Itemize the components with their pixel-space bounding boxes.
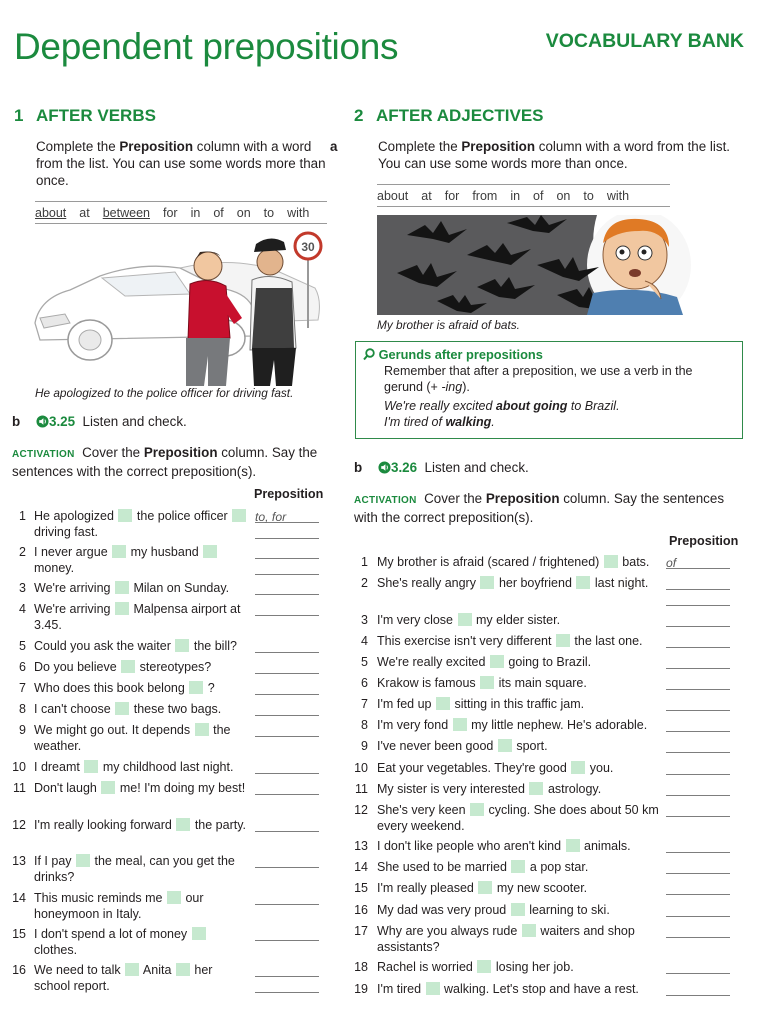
preposition-answer[interactable] [666,576,730,590]
sentence-number: 15 [12,927,26,941]
sentence-part: This music reminds me [34,891,163,905]
section-1-activation: ACTIVATION Cover the Preposition column. Say the sentences with the correct preposition(s). [12,445,318,479]
sentence-number: 16 [354,903,368,917]
sentence-part: If I pay [34,854,72,868]
sentence-number: 7 [19,681,26,695]
sentence-number: 6 [19,660,26,674]
sentence-row [354,981,730,1015]
sentence-row [12,926,319,960]
sentence-number: 17 [354,924,368,938]
answer-gap[interactable] [511,860,525,873]
sentence-part: me! I'm doing my best! [119,781,246,795]
word: with [606,188,630,203]
section-2-instruction-b: b 3.26 Listen and check. [354,460,529,475]
answer-gap[interactable] [101,781,115,794]
sentence-number: 11 [355,782,368,796]
sentence-part: money. [34,561,75,575]
sentence-part: animals. [584,839,631,853]
word: of [533,188,544,203]
sentence-row [12,780,319,814]
sentence-text [34,759,248,775]
sentence-row [12,890,319,924]
sentence-part: I'm very fond [377,718,449,732]
sentence-number: 3 [361,613,368,627]
preposition-answer[interactable] [255,891,319,905]
sentence-part: He apologized [34,509,114,523]
sentence-number: 18 [354,960,368,974]
preposition-answer[interactable] [666,839,730,853]
sentence-part: Why are you always rude [377,924,518,938]
sentence-text [34,638,248,654]
answer-gap[interactable] [167,891,181,904]
sentence-number: 5 [361,655,368,669]
preposition-answer[interactable] [666,676,730,690]
sentence-text [377,554,667,570]
sentence-part: Who does this book belong [34,681,185,695]
preposition-answer[interactable] [666,634,730,648]
sentence-text [377,859,667,875]
sentence-part: the weather. [34,723,231,753]
preposition-answer[interactable] [666,903,730,917]
sentence-part: I never argue [34,545,108,559]
answer-gap[interactable] [176,963,190,976]
preposition-answer[interactable] [666,881,730,895]
word: to [583,188,594,203]
answer-gap[interactable] [175,639,189,652]
sentence-number: 8 [19,702,26,716]
word: from [472,188,498,203]
sentence-text [34,926,248,958]
sentence-text [377,675,667,691]
sentence-part: you. [589,761,614,775]
section-1-heading [14,106,156,126]
sentence-number: 2 [361,576,368,590]
sentence-text [377,781,667,797]
preposition-answer[interactable] [666,782,730,796]
sentence-part: my husband [130,545,199,559]
sentence-number: 9 [19,723,26,737]
sentence-number: 6 [361,676,368,690]
answer-gap[interactable] [529,782,543,795]
answer-gap[interactable] [436,697,450,710]
sentence-part: my new scooter. [496,881,588,895]
sentence-part: my childhood last night. [102,760,234,774]
sentence-part: She's really angry [377,576,476,590]
sentence-row [12,853,319,887]
gerunds-tip-box [355,341,743,439]
sentence-part: Krakow is famous [377,676,476,690]
sentence-part: I dreamt [34,760,80,774]
sentence-number: 19 [354,982,368,996]
sentence-part: last night. [594,576,649,590]
sentence-number: 14 [12,891,26,905]
sentence-number: 8 [361,718,368,732]
sentence-part: Eat your vegetables. They're good [377,761,567,775]
answer-gap[interactable] [121,660,135,673]
answer-gap[interactable] [115,581,129,594]
word: about [377,188,409,203]
answer-gap[interactable] [470,803,484,816]
answer-gap[interactable] [189,681,203,694]
sentence-part: My sister is very interested [377,782,525,796]
sentence-part: sitting in this traffic jam. [454,697,585,711]
sentence-row [12,817,319,851]
police-illustration [30,228,330,386]
word: with [287,205,310,220]
sentence-number: 10 [354,761,368,775]
answer-gap[interactable] [115,602,129,615]
sentence-part: its main square. [498,676,587,690]
word: in [190,205,201,220]
section-2-heading [354,106,544,126]
sentence-part: clothes. [34,943,78,957]
answer-gap[interactable] [490,655,504,668]
sentence-part: Rachel is worried [377,960,473,974]
sentence-part: My dad was very proud [377,903,507,917]
preposition-answer[interactable]: of [666,555,730,569]
answer-gap[interactable] [176,818,190,831]
preposition-answer[interactable] [255,760,319,774]
sentence-number: 1 [19,509,26,523]
sentence-number: 12 [354,803,368,817]
sentence-part: We might go out. It depends [34,723,191,737]
word: on [236,205,251,220]
sentence-part: She's very keen [377,803,466,817]
sentence-number: 9 [361,739,368,753]
sentence-part: I'm tired [377,982,422,996]
sentence-part: I'm fed up [377,697,432,711]
sentence-text [34,780,248,796]
word: to [263,205,275,220]
preposition-answer[interactable] [666,697,730,711]
preposition-answer[interactable] [666,960,730,974]
preposition-answer[interactable] [255,660,319,674]
sentence-part: I can't choose [34,702,111,716]
section-1-number: 1 [14,106,24,125]
sentence-part: learning to ski. [529,903,610,917]
gerunds-tip-example-1: We're really excited about going to Brazil. [384,399,620,413]
sentence-text [377,880,667,896]
sentence-part: the party. [194,818,247,832]
page-title: Dependent prepositions [14,26,399,67]
sentence-text [377,717,667,733]
sentence-text [34,601,248,633]
sentence-text [377,959,667,975]
sentence-part: I don't like people who aren't kind [377,839,562,853]
sentence-number: 2 [19,545,26,559]
answer-gap[interactable] [571,761,585,774]
answer-gap[interactable] [112,545,126,558]
sentence-part: my elder sister. [475,613,561,627]
sentence-row [354,575,730,609]
sentence-text [34,544,248,576]
sentence-part: We're really excited [377,655,486,669]
preposition-answer[interactable] [255,854,319,868]
sentence-text [34,701,248,717]
sentence-part: My brother is afraid (scared / frightened) [377,555,600,569]
sentence-part: Milan on Sunday. [133,581,230,595]
sentence-number: 1 [361,555,368,569]
answer-gap[interactable] [522,924,536,937]
sentence-number: 11 [13,781,26,795]
audio-track-number: 3.25 [49,414,76,429]
sentence-number: 13 [12,854,26,868]
preposition-answer[interactable] [255,781,319,795]
bats-illustration [377,215,743,315]
preposition-answer[interactable] [255,818,319,832]
sentence-part: losing her job. [495,960,574,974]
preposition-answer[interactable] [255,723,319,737]
word: on [556,188,571,203]
preposition-answer[interactable] [666,924,730,938]
sentence-part: I'm really pleased [377,881,474,895]
sentence-part: I'm really looking forward [34,818,172,832]
answer-gap[interactable] [480,576,494,589]
sentence-text [34,659,248,675]
section-1-wordlist [35,201,327,224]
sentence-part: sport. [516,739,548,753]
section-1-instruction-a: Complete the Preposition column with a word from the list. You can use some words more than once. [12,138,332,189]
sentence-text [377,654,667,670]
sentence-number: 5 [19,639,26,653]
section-1-title: AFTER VERBS [36,106,156,125]
sentence-part: my little nephew. He's adorable. [471,718,648,732]
section-2-caption: My brother is afraid of bats. [377,318,520,332]
section-1-caption: He apologized to the police officer for driving fast. [35,386,294,400]
answer-gap[interactable] [76,854,90,867]
sentence-part: ? [207,681,215,695]
answer-gap[interactable] [477,960,491,973]
sentence-text [34,508,248,540]
sentence-part: astrology. [547,782,602,796]
preposition-answer[interactable] [666,860,730,874]
preposition-answer[interactable] [255,702,319,716]
preposition-answer[interactable] [666,613,730,627]
preposition-answer[interactable] [666,803,730,817]
vocabulary-bank-label: VOCABULARY BANK [545,30,744,52]
preposition-answer[interactable] [255,681,319,695]
sentence-part: Do you believe [34,660,117,674]
sentence-part: stereotypes? [139,660,212,674]
gerunds-tip-example-2: I'm tired of walking. [384,415,495,429]
sentence-part: the police officer [136,509,228,523]
speed-sign-text: 30 [301,240,315,254]
preposition-answer[interactable] [666,655,730,669]
sentence-text [377,612,667,628]
sentence-part: walking. Let's stop and have a rest. [444,982,639,996]
sentence-text [377,738,667,754]
word: in [510,188,521,203]
section-1-instruction-b: b 3.25 Listen and check. [12,414,187,429]
sentence-part: the bill? [193,639,237,653]
sentence-text [377,981,667,997]
gerunds-tip-body: Remember that after a preposition, we use a verb in the gerund (+ -ing). [384,364,693,394]
preposition-answer-second[interactable] [666,592,730,606]
sentence-text [377,923,667,955]
preposition-answer[interactable] [255,639,319,653]
sentence-part: I've never been good [377,739,494,753]
sentence-text [377,802,667,834]
sentence-text [34,580,248,596]
activation-label: ACTIVATION [12,449,75,460]
sentence-number: 15 [354,881,368,895]
sentence-text [34,890,248,922]
section-2-title: AFTER ADJECTIVES [376,106,544,125]
magnifier-icon [363,348,375,361]
answer-gap[interactable] [232,509,246,522]
preposition-answer[interactable] [666,982,730,996]
sentence-part: her school report. [34,963,213,993]
sentence-part: We need to talk [34,963,121,977]
sentence-part: the last one. [574,634,643,648]
sentence-number: 10 [12,760,26,774]
sentence-text [377,575,667,591]
sentence-row [12,962,319,996]
sentence-row [354,802,730,836]
preposition-answer[interactable] [255,963,319,977]
sentence-part: Don't laugh [34,781,97,795]
answer-gap[interactable] [426,982,440,995]
sentence-row [12,601,319,635]
answer-gap[interactable] [84,760,98,773]
answer-gap[interactable] [556,634,570,647]
sentence-text [377,838,667,854]
sentence-text [377,633,667,649]
sentence-number: 4 [19,602,26,616]
sentence-text [34,853,248,885]
answer-gap[interactable] [478,881,492,894]
sentence-row [354,923,730,957]
section-2-wordlist [377,184,670,207]
answer-gap[interactable] [125,963,139,976]
answer-gap[interactable] [203,545,217,558]
sentence-part: Malpensa airport at 3.45. [34,602,241,632]
sentence-number: 16 [12,963,26,977]
sentence-number: 3 [19,581,26,595]
word: between [102,205,150,220]
section-2-activation: ACTIVATION Cover the Preposition column. Say the sentences with the correct preposition(s). [354,491,725,525]
preposition-answer[interactable] [666,761,730,775]
section-2-preposition-header: Preposition [669,534,739,548]
sentence-text [34,680,248,696]
section-1-preposition-header: Preposition [254,487,324,501]
answer-gap[interactable] [576,576,590,589]
word: of [213,205,224,220]
answer-gap[interactable] [115,702,129,715]
sentence-part: her boyfriend [498,576,572,590]
sentence-text [34,817,248,833]
preposition-answer-second[interactable] [255,979,319,993]
answer-gap[interactable] [195,723,209,736]
answer-gap[interactable] [566,839,580,852]
sentence-row [12,544,319,578]
preposition-answer-second[interactable] [255,525,319,539]
preposition-answer[interactable] [255,602,319,616]
sentence-part: We're arriving [34,602,111,616]
preposition-answer[interactable] [255,545,319,559]
preposition-answer[interactable] [666,718,730,732]
sentence-number: 7 [361,697,368,711]
item-label-a [12,138,36,155]
preposition-answer[interactable] [666,739,730,753]
word: at [79,205,90,220]
answer-gap[interactable] [511,903,525,916]
sentence-number: 4 [361,634,368,648]
answer-gap[interactable] [458,613,472,626]
preposition-answer[interactable]: to, for [255,509,319,523]
sentence-part: bats. [622,555,650,569]
audio-icon[interactable] [36,413,49,430]
audio-icon[interactable] [378,459,391,476]
sentence-part: Could you ask the waiter [34,639,171,653]
sentence-number: 14 [354,860,368,874]
sentence-part: This exercise isn't very different [377,634,552,648]
sentence-part: I'm very close [377,613,454,627]
word: for [162,205,178,220]
sentence-part: waiters and shop assistants? [377,924,635,954]
sentence-part: cycling. She does about 50 km every weekend. [377,803,659,833]
sentence-part: our honeymoon in Italy. [34,891,204,921]
sentence-part: We're arriving [34,581,111,595]
answer-gap[interactable] [480,676,494,689]
sentence-text [377,696,667,712]
sentence-number: 12 [12,818,26,832]
sentence-part: She used to be married [377,860,507,874]
audio-track-number: 3.26 [391,460,418,475]
sentence-part: these two bags. [133,702,222,716]
sentence-text [34,722,248,754]
answer-gap[interactable] [453,718,467,731]
sentence-text [377,902,667,918]
answer-gap[interactable] [192,927,206,940]
sentence-row [12,508,319,542]
sentence-text [377,760,667,776]
word: about [35,205,67,220]
sentence-part: the meal, can you get the drinks? [34,854,235,884]
sentence-text [34,962,248,994]
preposition-answer-second[interactable] [255,561,319,575]
sentence-part: going to Brazil. [508,655,592,669]
sentence-number: 13 [354,839,368,853]
answer-gap[interactable] [498,739,512,752]
word: for [444,188,460,203]
section-2-number: 2 [354,106,364,125]
sentence-part: driving fast. [34,525,98,539]
sentence-part: Anita [142,963,172,977]
activation-label: ACTIVATION [354,495,417,506]
word: at [421,188,432,203]
preposition-answer[interactable] [255,927,319,941]
preposition-answer[interactable] [255,581,319,595]
answer-gap[interactable] [118,509,132,522]
sentence-part: I don't spend a lot of money [34,927,188,941]
sentence-part: a pop star. [529,860,589,874]
section-2-instruction-a: a Complete the Preposition column with a word from the list. You can use some words more than once. [330,139,731,171]
gerunds-tip-heading: Gerunds after prepositions [363,347,543,362]
sentence-row [12,722,319,756]
answer-gap[interactable] [604,555,618,568]
